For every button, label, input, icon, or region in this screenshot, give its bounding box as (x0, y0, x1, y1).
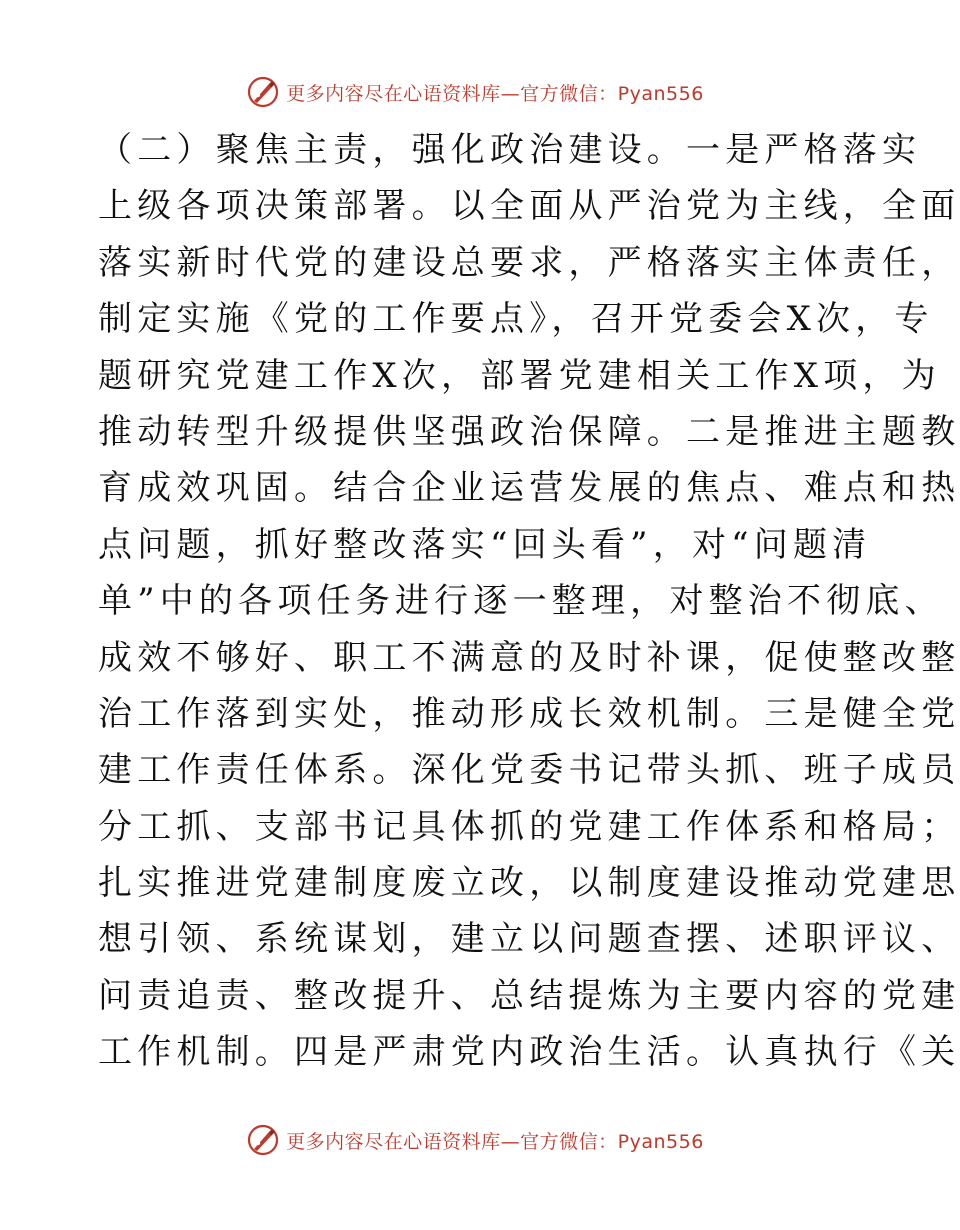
body-line: 点问题，抓好整改落实“回头看”，对“问题清 (98, 524, 872, 565)
body-line: 扎实推进党建制度废立改，以制度建设推动党建思 (98, 863, 960, 904)
pen-logo-icon (246, 75, 280, 109)
pen-logo-icon (246, 1123, 280, 1157)
body-line: 分工抓、支部书记具体抓的党建工作体系和格局； (98, 806, 960, 847)
header-watermark-banner (0, 72, 950, 112)
body-line: （二）聚焦主责，强化政治建设。一是严格落实 (98, 130, 922, 170)
header-watermark-text: 更多内容尽在心语资料库—官方微信：Pyan556 (286, 82, 704, 105)
body-line: 成效不够好、职工不满意的及时补课，促使整改整 (98, 637, 960, 678)
document-body (98, 122, 960, 1081)
body-line: 育成效巩固。结合企业运营发展的焦点、难点和热 (98, 468, 960, 509)
footer-watermark-banner (0, 1120, 950, 1160)
body-line: 单”中的各项任务进行逐一整理，对整治不彻底、 (98, 581, 944, 622)
body-line: 上级各项决策部署。以全面从严治党为主线，全面 (98, 186, 960, 227)
body-line: 治工作落到实处，推动形成长效机制。三是健全党 (98, 693, 960, 734)
body-line: 问责追责、整改提升、总结提炼为主要内容的党建 (98, 975, 960, 1016)
footer-watermark-text: 更多内容尽在心语资料库—官方微信：Pyan556 (286, 1130, 704, 1153)
body-line: 制定实施《党的工作要点》，召开党委会X次，专 (98, 299, 934, 340)
body-line: 建工作责任体系。深化党委书记带头抓、班子成员 (98, 750, 960, 791)
body-line: 推动转型升级提供坚强政治保障。二是推进主题教 (98, 411, 960, 452)
body-line: 题研究党建工作X次，部署党建相关工作X项，为 (98, 355, 941, 396)
body-line: 工作机制。四是严肃党内政治生活。认真执行《关 (98, 1032, 960, 1073)
body-line: 落实新时代党的建设总要求，严格落实主体责任， (98, 242, 960, 283)
body-line: 想引领、系统谋划，建立以问题查摆、述职评议、 (98, 919, 960, 960)
